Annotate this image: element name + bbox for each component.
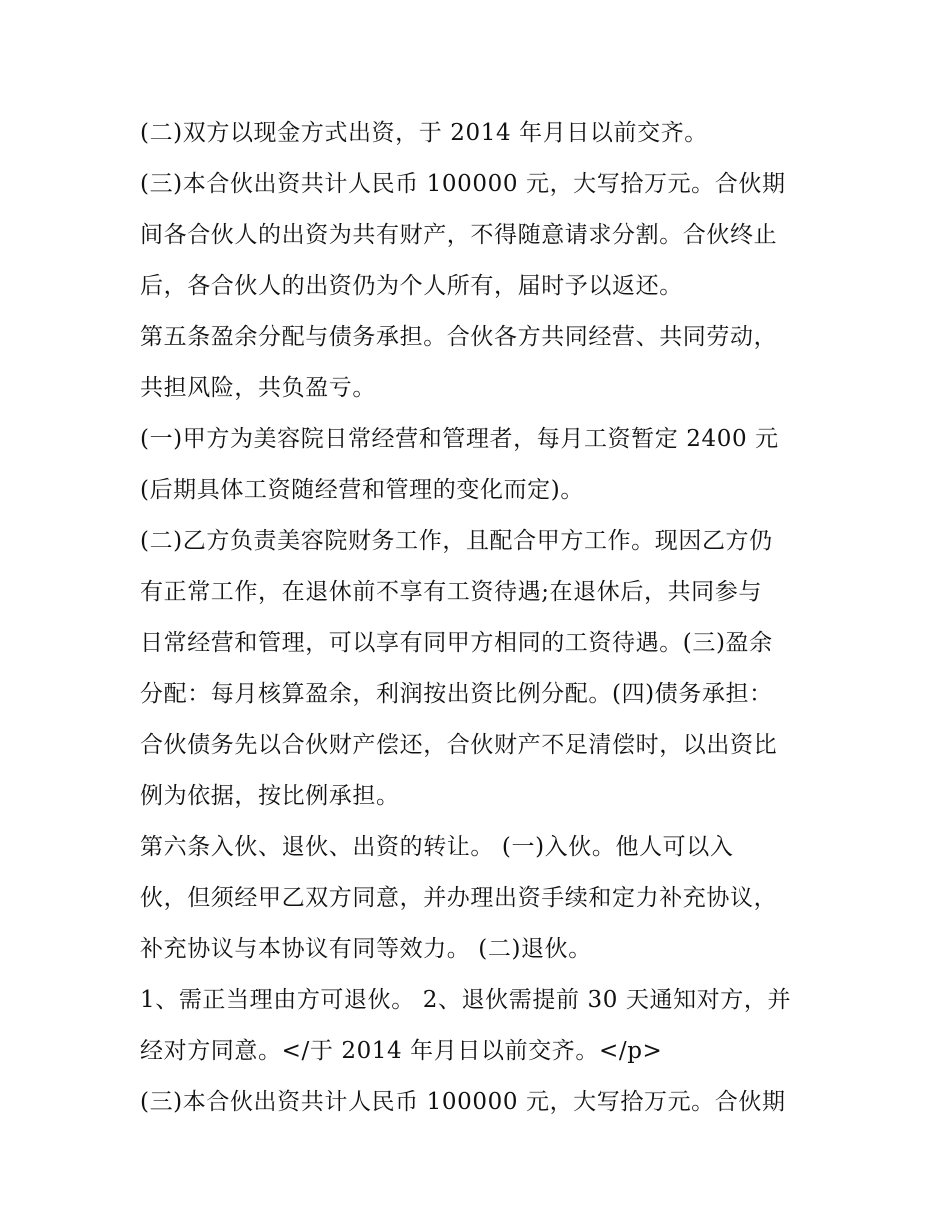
text-line: 合伙债务先以合伙财产偿还，合伙财产不足清偿时，以出资比 — [140, 732, 778, 758]
text-line: 补充协议与本协议有同等效力。 (二)退伙。 — [140, 936, 592, 962]
text-line: 共担风险，共负盈亏。 — [140, 375, 376, 401]
text-line: (三)本合伙出资共计人民币 100000 元，大写拾万元。合伙期 — [140, 1089, 786, 1115]
text-line: 间各合伙人的出资为共有财产，不得随意请求分割。合伙终止 — [140, 222, 778, 248]
text-line: 第五条盈余分配与债务承担。合伙各方共同经营、共同劳动， — [140, 324, 778, 350]
text-line: 后，各合伙人的出资仍为个人所有，届时予以返还。 — [140, 273, 683, 299]
text-line: 有正常工作，在退休前不享有工资待遇;在退休后，共同参与 — [140, 579, 762, 605]
document-body — [140, 108, 820, 1128]
text-line: 日常经营和管理，可以享有同甲方相同的工资待遇。(三)盈余 — [140, 630, 773, 656]
text-line: 伙，但须经甲乙双方同意，并办理出资手续和定力补充协议， — [140, 885, 778, 911]
text-line: 1、需正当理由方可退伙。 2、退伙需提前 30 天通知对方，并 — [140, 987, 792, 1013]
text-line: (后期具体工资随经营和管理的变化而定)。 — [140, 477, 584, 503]
text-line: 例为依据，按比例承担。 — [140, 783, 400, 809]
text-line: (二)双方以现金方式出资，于 2014 年月日以前交齐。 — [140, 120, 708, 146]
text-line: (三)本合伙出资共计人民币 100000 元，大写拾万元。合伙期 — [140, 171, 786, 197]
text-line: (二)乙方负责美容院财务工作，且配合甲方工作。现因乙方仍 — [140, 528, 773, 554]
text-line: 经对方同意。</于 2014 年月日以前交齐。</p> — [140, 1038, 663, 1064]
text-line: (一)甲方为美容院日常经营和管理者，每月工资暂定 2400 元 — [140, 426, 779, 452]
text-line: 第六条入伙、退伙、出资的转让。 (一)入伙。他人可以入 — [140, 834, 734, 860]
text-line: 分配：每月核算盈余，利润按出资比例分配。(四)债务承担： — [140, 681, 773, 707]
